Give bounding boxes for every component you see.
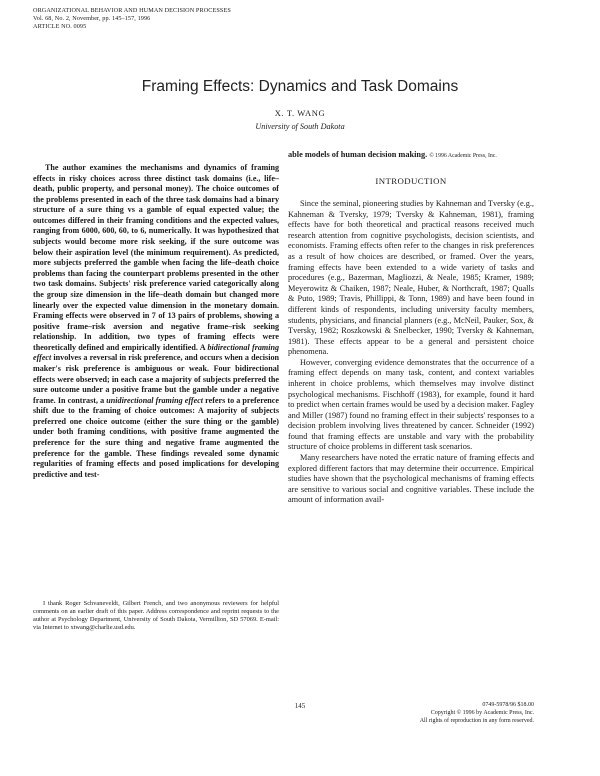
term-bidirectional: bidirectional framing effect (33, 342, 279, 363)
article-number: ARTICLE NO. 0095 (33, 23, 87, 30)
abstract (33, 163, 279, 480)
intro-paragraph-2: However, converging evidence demonstrates that the occurrence of a framing effect depends on many task, content, and context variables inherent in choice problems, which themselves may involve distinct psychological mechanisms. Fischhoff (1983), for example, found it hard to predict when certain frames would be used by a decision maker. Fagley and Miller (1987) found no framing effect in their subjects' responses to a decision problem involving lives threatened by cancer. Schneider (1992) found that framing effects are unstable and vary with the probability structure of choice problems in different task scenarios. (288, 357, 534, 452)
abstract-continuation: able models of human decision making. © 1996 Academic Press, Inc. (288, 150, 497, 159)
right-column (288, 150, 534, 506)
footnote (33, 600, 279, 632)
volume-info: Vol. 68, No. 2, November, pp. 145–157, 1996 (33, 15, 151, 22)
journal-header (33, 7, 231, 31)
intro-paragraph-3: Many researchers have noted the erratic nature of framing effects and explored different factors that may determine their occurrence. Empirical studies have shown that the psychological mechanisms of framing effects are sensitive to various social and cognitive variables. These include the amount of information avail- (288, 453, 534, 505)
page-number: 145 (294, 702, 306, 710)
rights-reserved: All rights of reproduction in any form reserved. (419, 717, 534, 724)
paper-title: Framing Effects: Dynamics and Task Domains (141, 78, 459, 95)
publisher-info (314, 702, 534, 725)
abstract-text: The author examines the mechanisms and dynamics of framing effects in risky choices across three distinct task domains (i.e., life–death, public property, and personal money). The choice outcomes of the problems presented in each of the three task domains had a binary structure of a sure thing vs a gamble of equal expected value; the outcomes differed in their framing conditions and the expected values, ranging from 6000, 600, 60, to 6, numerically. It was hypothesized that subjects would become more risk seeking, if the sure outcome was below their aspiration level (the minimum requirement). As predicted, more subjects preferred the gamble when facing the life–death choice problems than facing the counterpart problems presented in the other two task domains. Subjects' risk preference varied categorically along the group size dimension in the life–death domain but changed more linearly over the expected value dimension in the monetary domain. Framing effects were observed in 7 of 13 pairs of problems, showing a positive frame–risk aversion and negative frame–risk seeking relationship. In addition, two types of framing effects were theoretically defined and empirically identified. A bidirectional framing effect involves a reversal in risk preference, and occurs when a decision maker's risk preference is ambiguous or weak. Four bidirectional effects were observed; in each case a majority of subjects preferred the sure outcome under a positive frame but the gamble under a negative frame. In contrast, a unidirectional framing effect refers to a preference shift due to the framing of choice outcomes: A majority of subjects preferred one choice outcome (either the sure thing or the gamble) under both framing conditions, with positive frame augmented the preference for the sure thing and negative frame augmented the preference for the gamble. These findings revealed some dynamic regularities of framing effects and posed implications for developing predictive and test- (33, 163, 279, 479)
author-name: X. T. WANG (274, 108, 326, 118)
footnote-text: I thank Roger Schvaneveldt, Gilbert French, and two anonymous reviewers for helpful comments on an earlier draft of this paper. Address correspondence and reprint requests to the author at Psychology Department, University of South Dakota, Vermillion, SD 57069. E-mail: via Internet to xtwang@charlie.usd.edu. (33, 600, 279, 632)
journal-name: ORGANIZATIONAL BEHAVIOR AND HUMAN DECISION PROCESSES (33, 7, 231, 14)
publisher-copyright: Copyright © 1996 by Academic Press, Inc. (430, 709, 534, 716)
issn-price: 0749-5978/96 $18.00 (482, 702, 534, 708)
intro-paragraph-1: Since the seminal, pioneering studies by Kahneman and Tversky (e.g., Kahneman & Tversky, 1979; Tversky & Kahneman, 1981), framing effects have for both theoretical and practical reasons received much research attention from cognitive psychologists, decision scientists, and economists. Framing effects often refer to the changes in risk preferences as a result of how choices are described, or framed. Over the years, framing effects have been extended to a wide variety of tasks and procedures (e.g., Bazerman, Magliozzi, & Neale, 1985; Kramer, 1989; Meyerowitz & Chaiken, 1987; Neale, Huber, & Northcraft, 1987; Qualls & Puto, 1989; Travis, Phillippi, & Tonn, 1989) and have been found in different kinds of respondents, including university faculty members, students, physicians, and financial planners (e.g., McNeil, Pauker, Sox, & Tversky, 1982; Roszkowski & Snelbecker, 1990; Tversky & Kahneman, 1981). These effects appear to be a general and persistent choice phenomena. (288, 199, 534, 357)
abstract-copyright: © 1996 Academic Press, Inc. (429, 153, 497, 159)
author-affiliation: University of South Dakota (255, 122, 345, 131)
term-unidirectional: unidirectional framing effect (106, 395, 204, 405)
section-heading-introduction: INTRODUCTION (375, 175, 447, 186)
